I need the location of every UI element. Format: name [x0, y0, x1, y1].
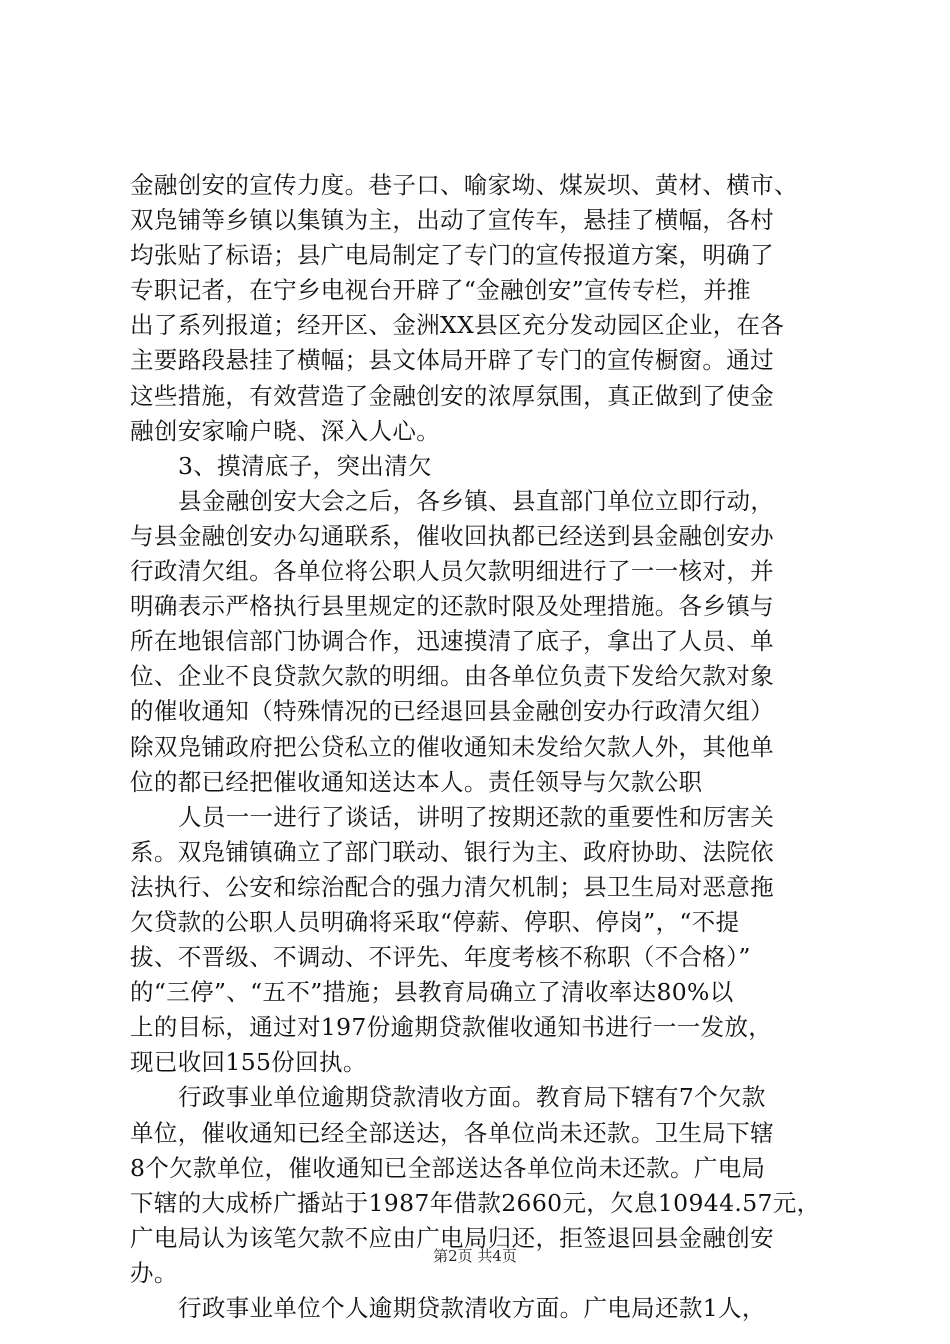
text-line: 下辖的大成桥广播站于1987年借款2660元，欠息10944.57元，: [130, 1188, 821, 1217]
text-line: 位、企业不良贷款欠款的明细。由各单位负责下发给欠款对象: [130, 662, 774, 691]
text-line: 行政事业单位逾期贷款清收方面。教育局下辖有7个欠款: [178, 1083, 766, 1112]
text-line: 位的都已经把催收通知送达本人。责任领导与欠款公职: [130, 767, 703, 796]
text-line: 人员一一进行了谈话，讲明了按期还款的重要性和厉害关: [178, 802, 775, 831]
text-line: 系。双凫铺镇确立了部门联动、银行为主、政府协助、法院依: [130, 837, 774, 866]
page-footer: 第2页 共4页: [433, 1247, 517, 1265]
text-line: 行政事业单位个人逾期贷款清收方面。广电局还款1人，: [178, 1294, 766, 1322]
text-line: 拔、不晋级、不调动、不评先、年度考核不称职（不合格）”: [130, 943, 751, 972]
text-line: 与县金融创安办勾通联系，催收回执都已经送到县金融创安办: [130, 521, 774, 550]
text-line: 欠贷款的公职人员明确将采取“停薪、停职、停岗”，“不提: [130, 907, 740, 936]
text-line: 出了系列报道；经开区、金洲XX县区充分发动园区企业，在各: [130, 311, 785, 340]
text-line: 现已收回155份回执。: [130, 1048, 367, 1077]
text-line: 上的目标，通过对197份逾期贷款催收通知书进行一一发放，: [130, 1013, 773, 1042]
text-line: 法执行、公安和综治配合的强力清欠机制；县卫生局对恶意拖: [130, 872, 774, 901]
text-line: 行政清欠组。各单位将公职人员欠款明细进行了一一核对，并: [130, 557, 774, 586]
text-line: 专职记者，在宁乡电视台开辟了“金融创安”宣传专栏，并推: [130, 276, 751, 305]
text-line: 的“三停”、“五不”措施；县教育局确立了清收率达80%以: [130, 978, 734, 1007]
document-body: [130, 168, 830, 1326]
text-line: 明确表示严格执行县里规定的还款时限及处理措施。各乡镇与: [130, 592, 774, 621]
text-line: 主要路段悬挂了横幅；县文体局开辟了专门的宣传橱窗。通过: [130, 346, 774, 375]
text-line: 均张贴了标语；县广电局制定了专门的宣传报道方案，明确了: [130, 241, 774, 270]
text-line: 8个欠款单位，催收通知已全部送达各单位尚未还款。广电局: [130, 1153, 766, 1182]
text-line: 的催收通知（特殊情况的已经退回县金融创安办行政清欠组）: [130, 697, 774, 726]
text-line: 县金融创安大会之后，各乡镇、县直部门单位立即行动，: [178, 486, 775, 515]
text-line: 除双凫铺政府把公贷私立的催收通知未发给欠款人外，其他单: [130, 732, 774, 761]
text-line: 双凫铺等乡镇以集镇为主，出动了宣传车，悬挂了横幅，各村: [130, 206, 774, 235]
text-line: 金融创安的宣传力度。巷子口、喻家坳、煤炭坝、黄材、横市、: [130, 171, 798, 199]
text-line: 办。: [130, 1258, 178, 1287]
text-line: 单位，催收通知已经全部送达，各单位尚未还款。卫生局下辖: [130, 1118, 774, 1147]
text-line: 所在地银信部门协调合作，迅速摸清了底子，拿出了人员、单: [130, 627, 774, 656]
text-line: 融创安家喻户晓、深入人心。: [130, 416, 441, 445]
text-line: 这些措施，有效营造了金融创安的浓厚氛围，真正做到了使金: [130, 381, 774, 410]
text-line: 3、摸清底子，突出清欠: [178, 451, 432, 480]
text-line: 广电局认为该笔欠款不应由广电局归还，拒签退回县金融创安: [130, 1223, 774, 1252]
